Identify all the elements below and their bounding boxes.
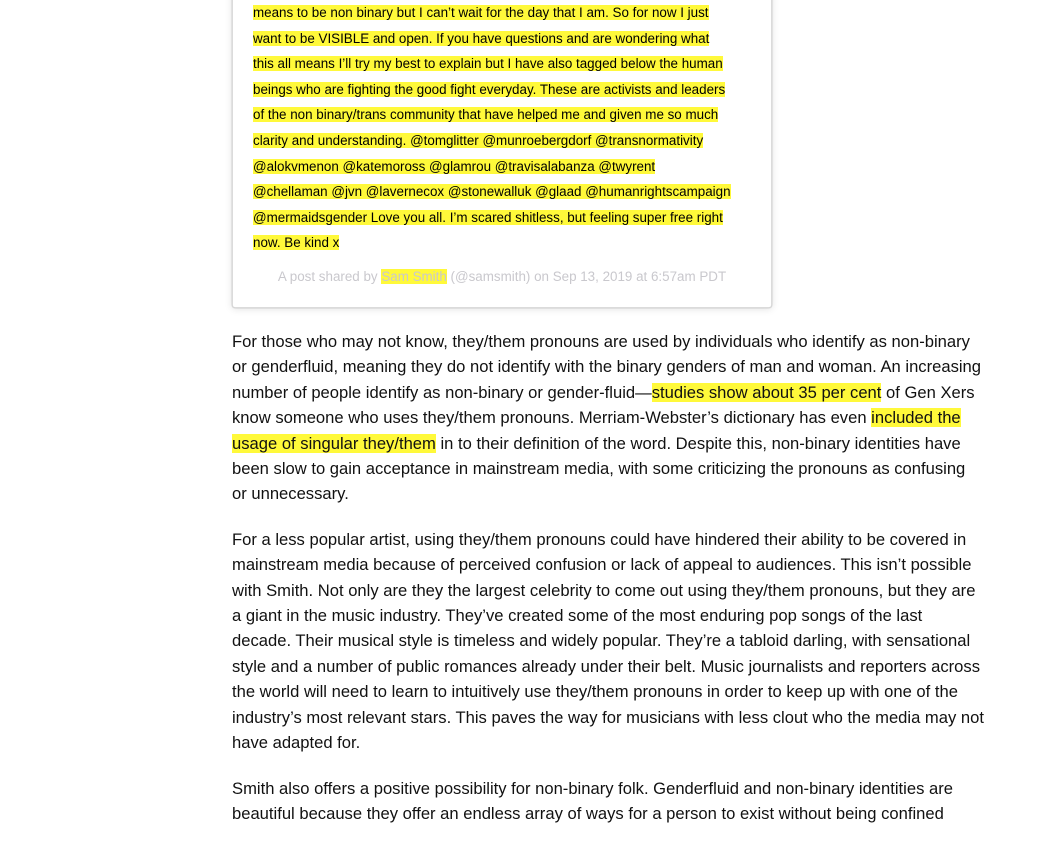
caption-line: this all means I’ll try my best to explain but I have also tagged below the human xyxy=(253,56,723,72)
caption-line: clarity and understanding. @tomglitter @munroebergdorf @transnormativity xyxy=(253,132,704,148)
author-link[interactable]: Sam Smith xyxy=(381,269,447,284)
paragraph-text: of Gen Xers know someone who uses they/them pronouns. Merriam-Webster’s dictionary has even xyxy=(232,382,975,428)
instagram-post-caption xyxy=(253,0,756,256)
post-attribution xyxy=(233,268,771,286)
dictionary-link[interactable]: included the usage of singular they/them xyxy=(232,408,961,453)
instagram-embed-card xyxy=(232,0,772,308)
caption-line: @alokvmenon @katemoross @glamrou @travisalabanza @twyrent xyxy=(253,158,656,174)
article-paragraph xyxy=(232,329,984,507)
caption-line: means to be non binary but I can’t wait for the day that I am. So for now I just xyxy=(253,5,709,20)
caption-line: beings who are fighting the good fight everyday. These are activists and leaders xyxy=(253,81,726,97)
caption-line: want to be VISIBLE and open. If you have questions and are wondering what xyxy=(253,30,710,46)
article-paragraph: Smith also offers a positive possibility for non-binary folk. Genderfluid and non-binary identities are beautiful because they offer an endless array of ways for a person to exist without being confined xyxy=(232,778,953,823)
author-handle: (@samsmith) on xyxy=(446,269,553,284)
post-date: Sep 13, 2019 at 6:57am PDT xyxy=(552,269,727,284)
caption-line: now. Be kind x xyxy=(253,235,340,251)
article-paragraph: For a less popular artist, using they/them pronouns could have hindered their ability to be covered in mainstream media because of perceived confusion or lack of appeal to audiences. This isn’t possible with Smith. Not only are they the largest celebrity to come out using they/them pronouns, but they are a giant in the music industry. They’ve created some of the most enduring pop songs of the last decade. Their musical style is timeless and widely popular. They’re a tabloid darling, with sensational style and a number of public romances already under their belt. Music journalists and reporters across the world will need to learn to intuitively use they/them pronouns in order to keep up with one of the industry’s most relevant stars. This paves the way for musicians with less clout who the media may not have adapted for. xyxy=(232,529,984,753)
paragraph-text: in to their definition of the word. Despite this, non-binary identities have been slow to gain acceptance in mainstream media, with some criticizing the pronouns as confusing or unnecessary. xyxy=(232,433,966,504)
caption-line: of the non binary/trans community that have helped me and given me so much xyxy=(253,107,719,123)
attribution-prefix: A post shared by xyxy=(277,269,382,284)
caption-line: @chellaman @jvn @lavernecox @stonewalluk @glaad @humanrightscampaign xyxy=(253,184,731,200)
caption-line: @mermaidsgender Love you all. I’m scared shitless, but feeling super free right xyxy=(253,209,723,225)
paragraph-text: For those who may not know, they/them pronouns are used by individuals who identify as non-binary or genderfluid, meaning they do not identify with the binary genders of man and woman. An increasing number of people identify as non-binary or gender-fluid— xyxy=(232,332,982,402)
article-body xyxy=(232,329,984,846)
studies-link[interactable]: studies show about 35 per cent xyxy=(651,382,882,402)
